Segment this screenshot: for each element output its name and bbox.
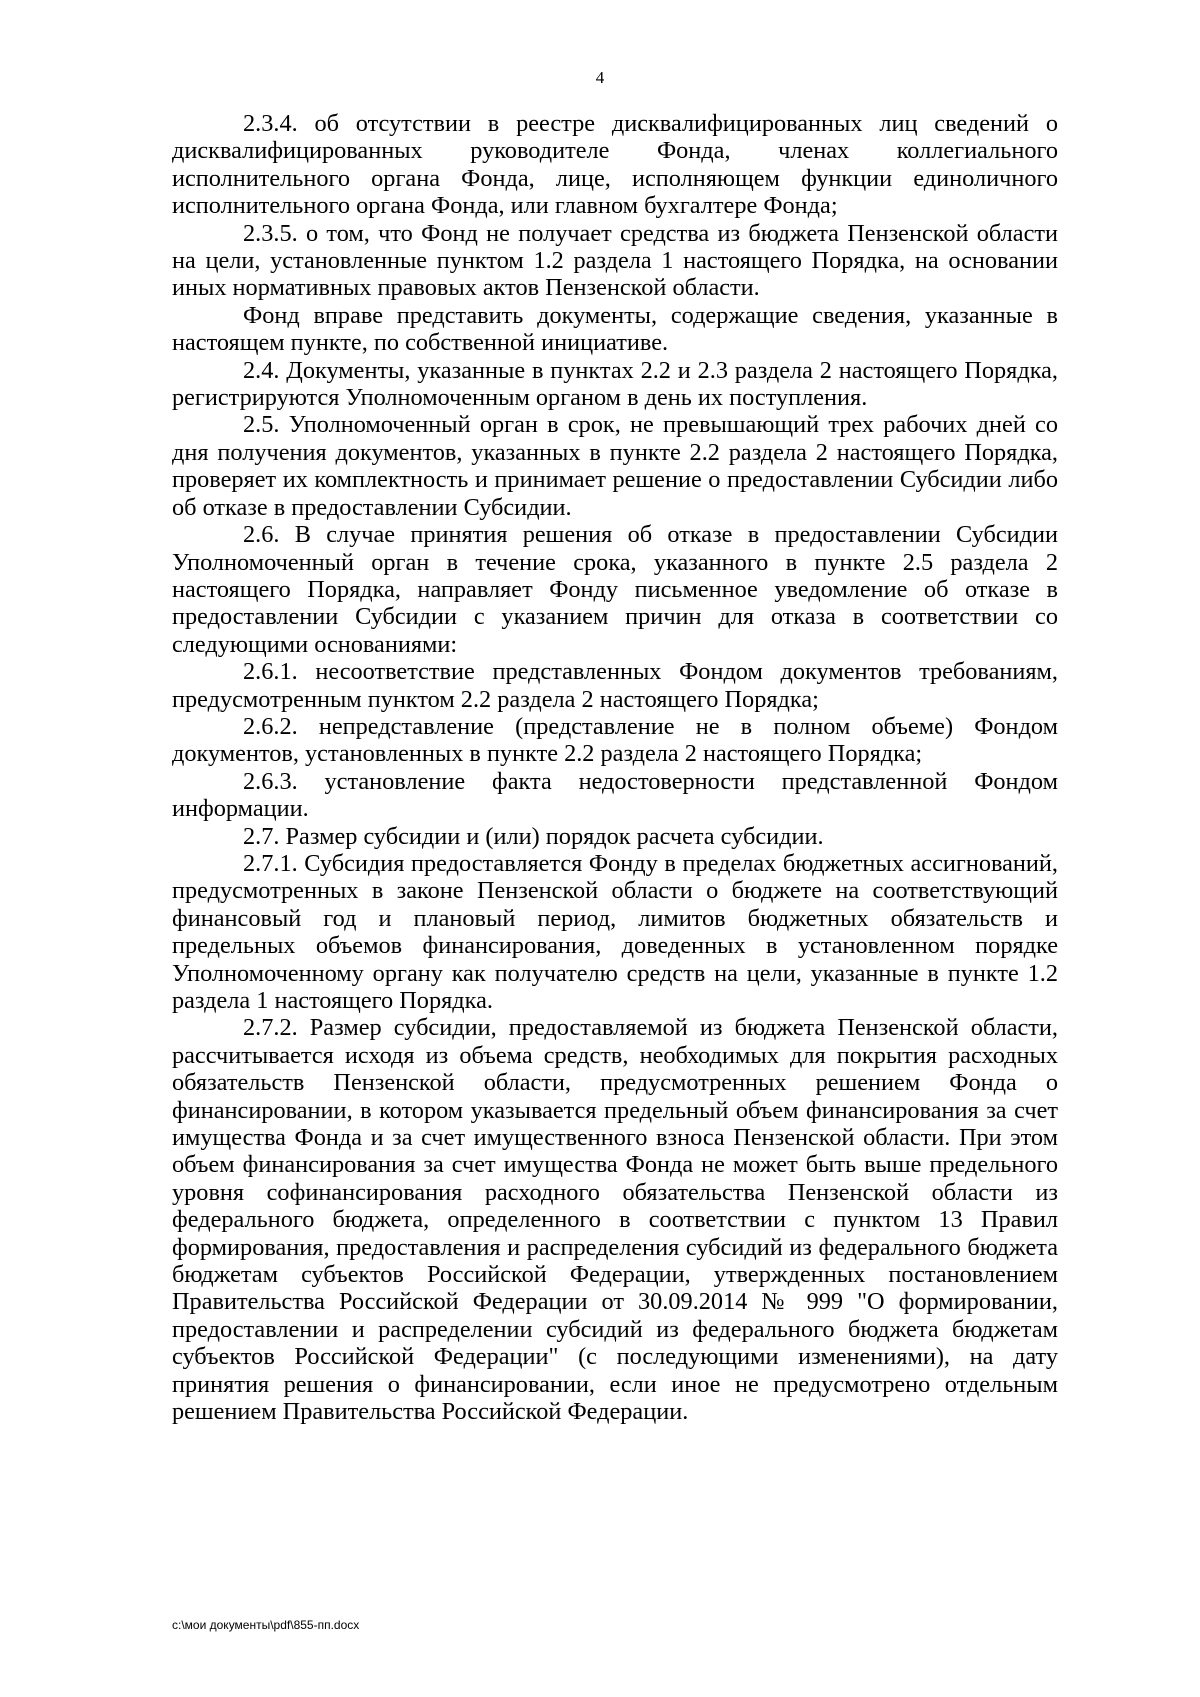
footer-file-path: c:\мои документы\pdf\855-пп.docx <box>172 1618 360 1632</box>
paragraph-2-3-5: 2.3.5. о том, что Фонд не получает средства из бюджета Пензенской области на цели, установленные пунктом 1.2 раздела 1 настоящего Порядка, на основании иных нормативных правовых актов Пензенской области. <box>172 219 1058 302</box>
paragraph-2-3-4: 2.3.4. об отсутствии в реестре дисквалифицированных лиц сведений о дисквалифицированных руководителе Фонда, членах коллегиального исполнительного органа Фонда, лице, исполняющем функции единоличного исполнительного органа Фонда, или главном бухгалтере Фонда; <box>172 110 1058 220</box>
page-number: 4 <box>595 68 605 87</box>
paragraph-2-6-2: 2.6.2. непредставление (представление не в полном объеме) Фондом документов, установленных в пункте 2.2 раздела 2 настоящего Порядка; <box>172 712 1058 768</box>
paragraph-fund-initiative: Фонд вправе представить документы, содержащие сведения, указанные в настоящем пункте, по собственной инициативе. <box>172 301 1058 357</box>
paragraph-2-4: 2.4. Документы, указанные в пунктах 2.2 и 2.3 раздела 2 настоящего Порядка, регистрируются Уполномоченным органом в день их поступления. <box>172 356 1058 412</box>
paragraph-2-6-1: 2.6.1. несоответствие представленных Фондом документов требованиям, предусмотренным пунктом 2.2 раздела 2 настоящего Порядка; <box>172 658 1058 713</box>
document-body <box>172 110 1058 1426</box>
paragraph-2-5: 2.5. Уполномоченный орган в срок, не превышающий трех рабочих дней со дня получения документов, указанных в пункте 2.2 раздела 2 настоящего Порядка, проверяет их комплектность и принимает решение о предоставлении Субсидии либо об отказе в предоставлении Субсидии. <box>172 411 1058 521</box>
paragraph-2-7-2: 2.7.2. Размер субсидии, предоставляемой из бюджета Пензенской области, рассчитывается исходя из объема средств, необходимых для покрытия расходных обязательств Пензенской области, предусмотренных решением Фонда о финансировании, в котором указывается предельный объем финансирования за счет имущества Фонда и за счет имущественного взноса Пензенской области. При этом объем финансирования за счет имущества Фонда не может быть выше предельного уровня софинансирования расходного обязательства Пензенской области из федерального бюджета, определенного в соответствии с пунктом 13 Правил формирования, предоставления и распределения субсидий из федерального бюджета бюджетам субъектов Российской Федерации, утвержденных постановлением Правительства Российской Федерации от 30.09.2014 № 999 "О формировании, предоставлении и распределении субсидий из федерального бюджета бюджетам субъектов Российской Федерации" (с последующими изменениями), на дату принятия решения о финансировании, если иное не предусмотрено отдельным решением Правительства Российской Федерации. <box>172 1014 1058 1426</box>
paragraph-2-7: 2.7. Размер субсидии и (или) порядок расчета субсидии. <box>243 822 824 850</box>
paragraph-2-7-1: 2.7.1. Субсидия предоставляется Фонду в пределах бюджетных ассигнований, предусмотренных в законе Пензенской области о бюджете на соответствующий финансовый год и плановый период, лимитов бюджетных обязательств и предельных объемов финансирования, доведенных в установленном порядке Уполномоченному органу как получателю средств на цели, указанные в пункте 1.2 раздела 1 настоящего Порядка. <box>172 849 1058 1014</box>
paragraph-2-6-3: 2.6.3. установление факта недостоверности представленной Фондом информации. <box>172 767 1058 823</box>
paragraph-2-6: 2.6. В случае принятия решения об отказе в предоставлении Субсидии Уполномоченный орган в течение срока, указанного в пункте 2.5 раздела 2 настоящего Порядка, направляет Фонду письменное уведомление об отказе в предоставлении Субсидии с указанием причин для отказа в соответствии со следующими основаниями: <box>172 521 1058 658</box>
